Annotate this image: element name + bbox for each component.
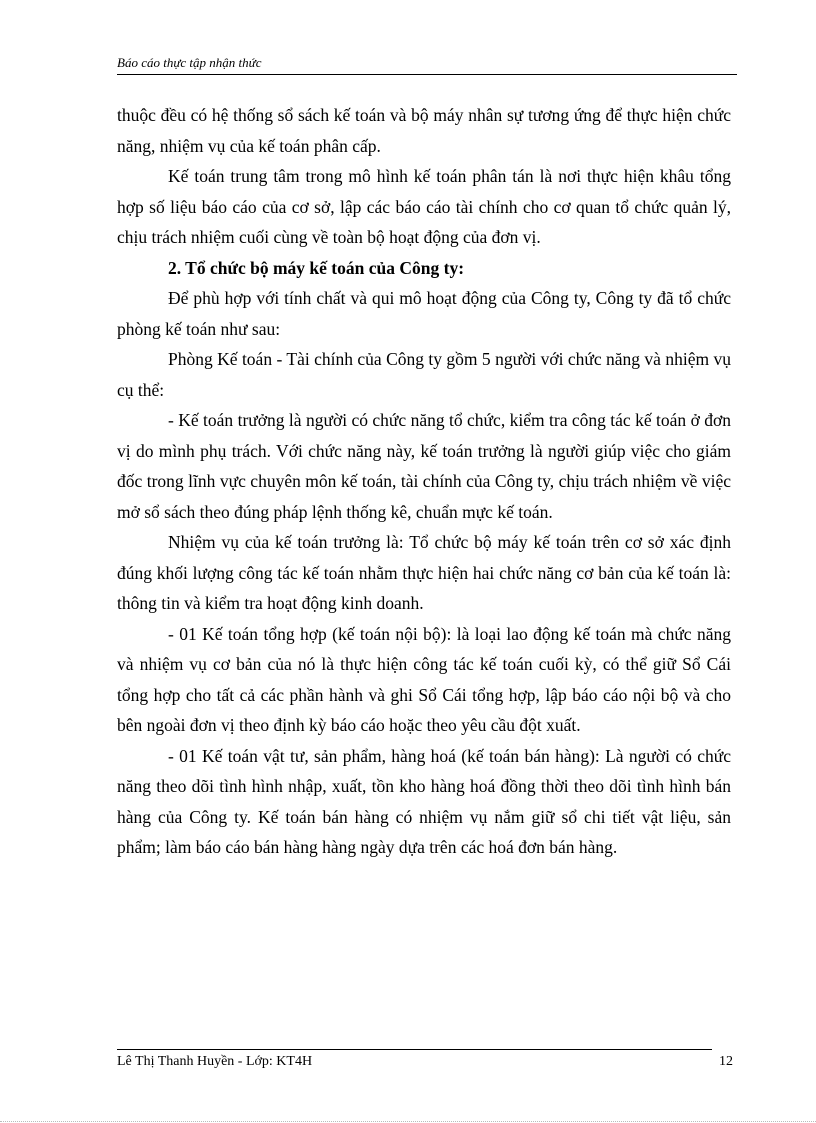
footer-author: Lê Thị Thanh Huyền - Lớp: KT4H — [117, 1054, 313, 1069]
paragraph-chief-accountant: - Kế toán trưởng là người có chức năng tổ chức, kiểm tra công tác kế toán ở đơn vị do mình phụ trách. Với chức năng này, kế toán trưởng là người giúp việc cho giám đốc trong lĩnh vực chuyên môn kế toán, tài chính của Công ty, chịu trách nhiệm về việc mở sổ sách theo đúng pháp lệnh thống kê, chuẩn mực kế toán. — [117, 410, 731, 522]
section-heading: 2. Tổ chức bộ máy kế toán của Công ty: — [168, 257, 465, 278]
paragraph-department: Phòng Kế toán - Tài chính của Công ty gồm 5 người với chức năng và nhiệm vụ cụ thể: — [117, 349, 731, 400]
paragraph-continuation: thuộc đều có hệ thống sổ sách kế toán và bộ máy nhân sự tương ứng để thực hiện chức năng, nhiệm vụ của kế toán phân cấp. — [117, 105, 731, 156]
page-bottom-border — [0, 1121, 816, 1122]
page-footer — [117, 1049, 737, 1075]
document-body — [117, 100, 731, 863]
paragraph-central-accounting: Kế toán trung tâm trong mô hình kế toán phân tán là nơi thực hiện khâu tổng hợp số liệu báo cáo của cơ sở, lập các báo cáo tài chính cho cơ quan tổ chức quản lý, chịu trách nhiệm cuối cùng về toàn bộ hoạt động của đơn vị. — [117, 166, 731, 247]
paragraph-sales-accountant: - 01 Kế toán vật tư, sản phẩm, hàng hoá (kế toán bán hàng): Là người có chức năng theo dõi tình hình nhập, xuất, tồn kho hàng hoá đồng thời theo dõi tình hình bán hàng của Công ty. Kế toán bán hàng có nhiệm vụ nắm giữ sổ chi tiết vật liệu, sản phẩm; làm báo cáo bán hàng hàng ngày dựa trên các hoá đơn bán hàng. — [117, 745, 731, 857]
paragraph-organization: Để phù hợp với tính chất và qui mô hoạt động của Công ty, Công ty đã tổ chức phòng kế toán như sau: — [117, 288, 731, 339]
paragraph-general-accountant: - 01 Kế toán tổng hợp (kế toán nội bộ): là loại lao động kế toán mà chức năng và nhiệm vụ cơ bản của nó là thực hiện công tác kế toán cuối kỳ, có thể giữ Sổ Cái tổng hợp cho tất cả các phần hành và ghi Sổ Cái tổng hợp, lập báo cáo nội bộ và cho bên ngoài đơn vị theo định kỳ báo cáo hoặc theo yêu cầu đột xuất. — [117, 623, 731, 735]
paragraph-chief-duties: Nhiệm vụ của kế toán trưởng là: Tổ chức bộ máy kế toán trên cơ sở xác định đúng khối lượng công tác kế toán nhằm thực hiện hai chức năng cơ bản của kế toán là: thông tin và kiểm tra hoạt động kinh doanh. — [117, 532, 731, 613]
footer-divider — [117, 1049, 712, 1050]
page-number: 12 — [719, 1054, 733, 1069]
page-header — [117, 52, 737, 75]
header-title: Báo cáo thực tập nhận thức — [117, 55, 262, 70]
